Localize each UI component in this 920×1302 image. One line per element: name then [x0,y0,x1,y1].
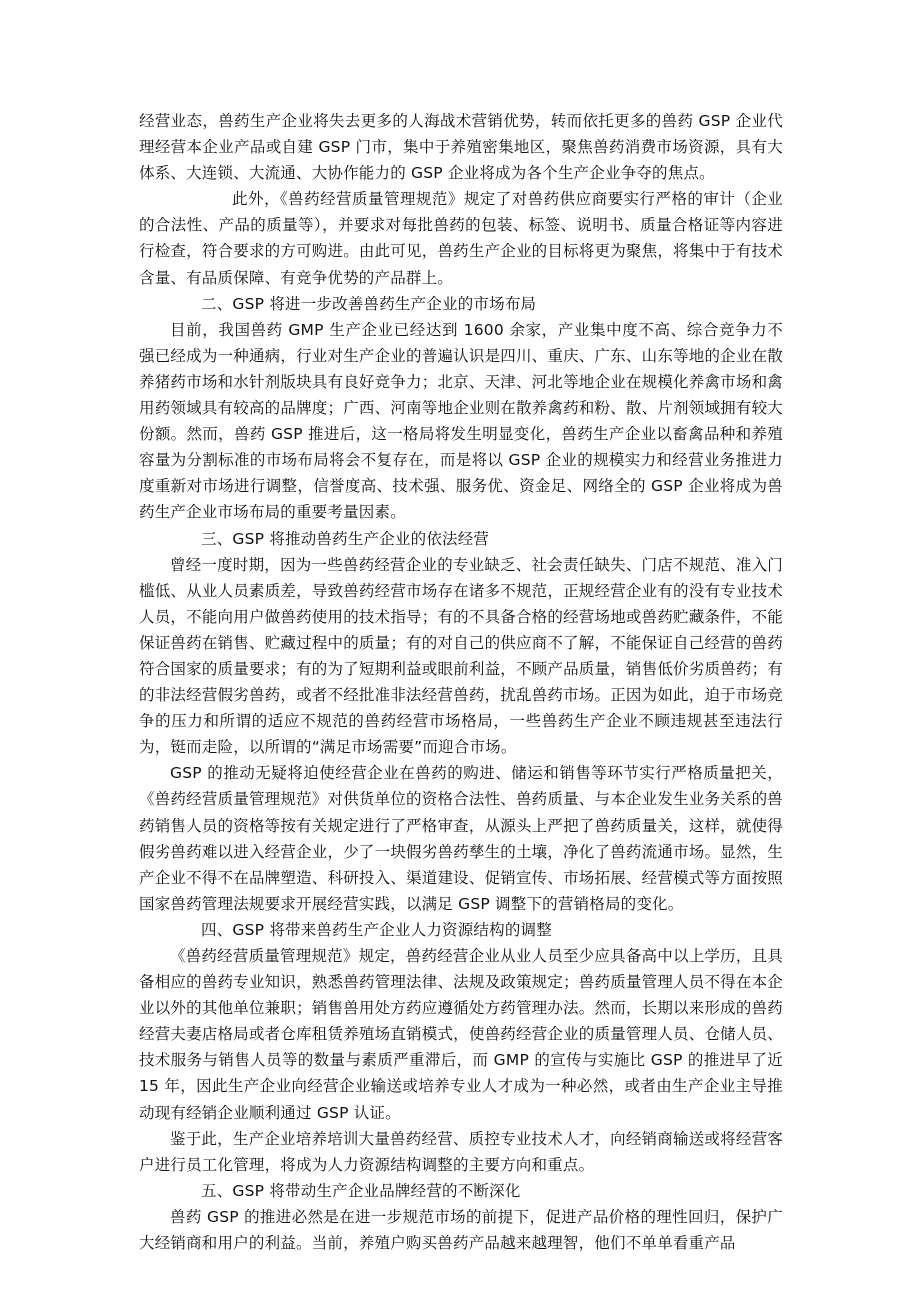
paragraph-talent-training: 鉴于此，生产企业培养培训大量兽药经营、质控专业技术人才，向经销商输送或将经营客户进行员工化管理，将成为人力资源结构调整的主要方向和重点。 [139,1129,783,1174]
paragraph-market-layout: 目前，我国兽药 GMP 生产企业已经达到 1600 余家，产业集中度不高、综合竞争力不强已经成为一种通病，行业对生产企业的普遍认识是四川、重庆、广东、山东等地的企业在散养猪药市场和水针剂版块具有良好竞争力；北京、天津、河北等地企业在规模化养禽市场和禽用药领域具有较高的品牌度；广西、河南等地企业则在散养禽药和粉、散、片剂领域拥有较大份额。然而，兽药 GSP 推进后，这一格局将发生明显变化，兽药生产企业以畜禽品种和养殖容量为分割标准的市场布局将会不复存在，而是将以 GSP 企业的规模实力和经营业务推进力度重新对市场进行调整，信誉度高、技术强、服务优、资金足、网络全的 GSP 企业将成为兽药生产企业市场布局的重要考量因素。 [139,320,783,522]
section-heading-5: 五、GSP 将带动生产企业品牌经营的不断深化 [201,1181,521,1200]
section-heading-3: 三、GSP 将推动兽药生产企业的依法经营 [201,529,490,548]
document-page [139,108,783,1256]
paragraph-supplier-audit: 此外，《兽药经营质量管理规范》规定了对兽药供应商要实行严格的审计（企业的合法性、产品的质量等），并要求对每批兽药的包装、标签、说明书、质量合格证等内容进行检查，符合要求的方可购进。由此可见，兽药生产企业的目标将更为聚焦，将集中于有技术含量、有品质保障、有竞争优势的产品群上。 [139,190,783,287]
paragraph-personnel-requirements: 《兽药经营质量管理规范》规定，兽药经营企业从业人员至少应具备高中以上学历，且具备相应的兽药专业知识，熟悉兽药管理法律、法规及政策规定；兽药质量管理人员不得在本企业以外的其他单位兼职；销售兽用处方药应遵循处方药管理办法。然而，长期以来形成的兽药经营夫妻店格局或者仓库租赁养殖场直销模式，使兽药经营企业的质量管理人员、仓储人员、技术服务与销售人员等的数量与素质严重滞后，而 GMP 的宣传与实施比 GSP 的推进早了近 15 年，因此生产企业向经营企业输送或培养专业人才成为一种必然，或者由生产企业主导推动现有经销企业顺利通过 GSP 认证。 [139,947,783,1122]
paragraph-lawful-operation: 曾经一度时期，因为一些兽药经营企业的专业缺乏、社会责任缺失、门店不规范、准入门槛低、从业人员素质差，导致兽药经营市场存在诸多不规范，正规经营企业有的没有专业技术人员，不能向用户做兽药使用的技术指导；有的不具备合格的经营场地或兽药贮藏条件，不能保证兽药在销售、贮藏过程中的质量；有的对自己的供应商不了解，不能保证自己经营的兽药符合国家的质量要求；有的为了短期利益或眼前利益，不顾产品质量，销售低价劣质兽药；有的非法经营假劣兽药，或者不经批准非法经营兽药，扰乱兽药市场。正因为如此，迫于市场竞争的压力和所谓的适应不规范的兽药经营市场格局，一些兽药生产企业不顾违规甚至违法行为，铤而走险，以所谓的“满足市场需要”而迎合市场。 [139,555,783,757]
paragraph-intro-continuation: 经营业态，兽药生产企业将失去更多的人海战术营销优势，转而依托更多的兽药 GSP 企业代理经营本企业产品或自建 GSP 门市，集中于养殖密集地区，聚焦兽药消费市场资源，具有大体系、大连锁、大流通、大协作能力的 GSP 企业将成为各个生产企业争夺的焦点。 [139,112,783,183]
paragraph-brand-operation: 兽药 GSP 的推进必然是在进一步规范市场的前提下，促进产品价格的理性回归，保护广大经销商和用户的利益。当前，养殖户购买兽药产品越来越理智，他们不单单看重产品 [139,1207,783,1253]
paragraph-gsp-quality-control: GSP 的推动无疑将迫使经营企业在兽药的购进、储运和销售等环节实行严格质量把关，《兽药经营质量管理规范》对供货单位的资格合法性、兽药质量、与本企业发生业务关系的兽药销售人员的资格等按有关规定进行了严格审查，从源头上严把了兽药质量关，这样，就使得假劣兽药难以进入经营企业，少了一块假劣兽药孳生的土壤，净化了兽药流通市场。显然，生产企业不得不在品牌塑造、科研投入、渠道建设、促销宣传、市场拓展、经营模式等方面按照国家兽药管理法规要求开展经营实践，以满足 GSP 调整下的营销格局的变化。 [139,764,783,913]
section-heading-4: 四、GSP 将带来兽药生产企业人力资源结构的调整 [201,920,552,939]
section-heading-2: 二、GSP 将进一步改善兽药生产企业的市场布局 [201,294,537,313]
